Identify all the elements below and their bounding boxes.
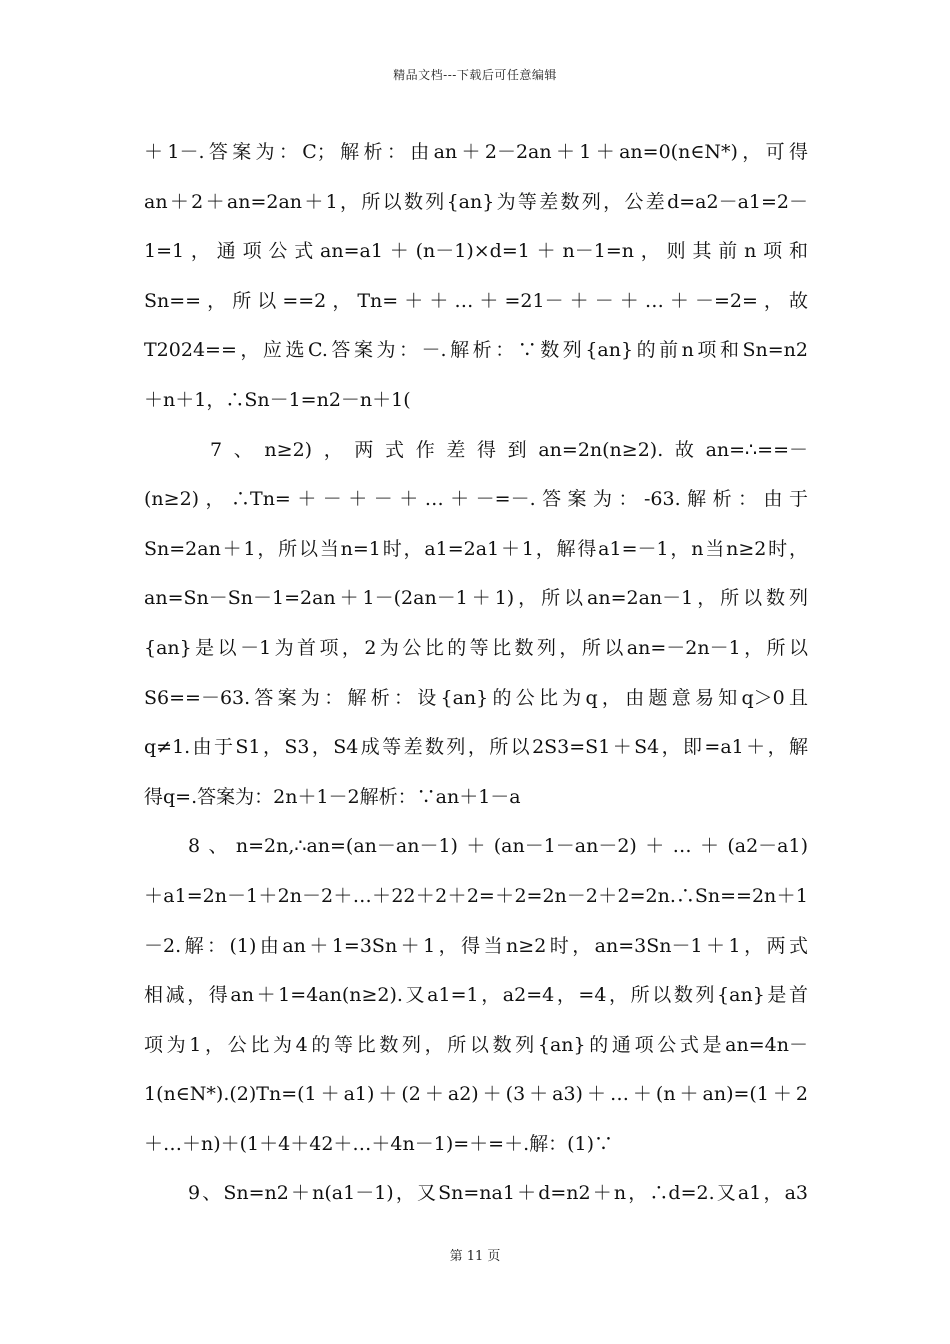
paragraph-start-9: 9、Sn=n2＋n(a1－1)，又Sn=na1＋d=n2＋n，∴d=2.又a1，a3	[188, 1182, 808, 1205]
paragraph-start-8: 8、n=2n,∴an=(an－an－1)＋(an－1－an－2)＋…＋(a2－a1)	[188, 835, 808, 858]
page-header: 精品文档---下载后可任意编辑	[393, 68, 557, 82]
text-line: S6==－63.答案为：解析：设{an}的公比为q，由题意易知q＞0且	[144, 686, 808, 709]
text-line: Sn=2an＋1，所以当n=1时，a1=2a1＋1，解得a1=－1，n当n≥2时，	[144, 537, 808, 560]
text-line: Sn==，所以==2，Tn=＋＋…＋=21－＋－＋…＋－=2=，故	[144, 289, 808, 312]
text-line: ＋a1=2n－1＋2n－2＋…＋22＋2＋2=＋2=2n－2＋2=2n.∴Sn==2n＋1	[144, 884, 808, 907]
text-line: {an}是以－1为首项，2为公比的等比数列，所以an=－2n－1，所以	[144, 636, 808, 659]
text-line: 1(n∈N*).(2)Tn=(1＋a1)＋(2＋a2)＋(3＋a3)＋…＋(n＋an)=(1＋2	[144, 1083, 808, 1106]
text-line: －2.解：(1)由an＋1=3Sn＋1，得当n≥2时，an=3Sn－1＋1，两式	[144, 934, 808, 957]
text-line: ＋n＋1，∴Sn－1=n2－n＋1(	[144, 388, 411, 411]
text-line: 相减，得an＋1=4an(n≥2).又a1=1，a2=4，=4，所以数列{an}是首	[144, 984, 808, 1007]
paragraph-start-7: 7、n≥2)，两式作差得到an=2n(n≥2).故an=∴==－	[210, 438, 808, 461]
text-line: an=Sn－Sn－1=2an＋1－(2an－1＋1)，所以an=2an－1，所以数列	[144, 587, 808, 610]
text-line: (n≥2)，∴Tn=＋－＋－＋…＋－=－.答案为：-63.解析：由于	[144, 488, 808, 511]
text-line: an＋2＋an=2an＋1，所以数列{an}为等差数列，公差d=a2－a1=2－	[144, 190, 808, 213]
text-line: T2024==，应选C.答案为：－.解析：∵数列{an}的前n项和Sn=n2	[144, 339, 808, 362]
text-line: ＋1－.答案为：C；解析：由an＋2－2an＋1＋an=0(n∈N*)，可得	[144, 141, 808, 163]
text-line: 项为1，公比为4的等比数列，所以数列{an}的通项公式是an=4n－	[144, 1033, 808, 1056]
text-line: ＋…＋n)＋(1＋4＋42＋…＋4n－1)=＋=＋.解：(1)∵	[144, 1132, 614, 1155]
document-body	[144, 132, 808, 1223]
text-line: q≠1.由于S1，S3，S4成等差数列，所以2S3=S1＋S4，即=a1＋，解	[144, 736, 808, 759]
text-line: 1=1，通项公式an=a1＋(n－1)×d=1＋n－1=n，则其前n项和	[144, 240, 808, 263]
text-line: 得q=.答案为：2n＋1－2解析：∵an＋1－a	[144, 785, 521, 808]
page-number: 第 11 页	[449, 1249, 501, 1264]
